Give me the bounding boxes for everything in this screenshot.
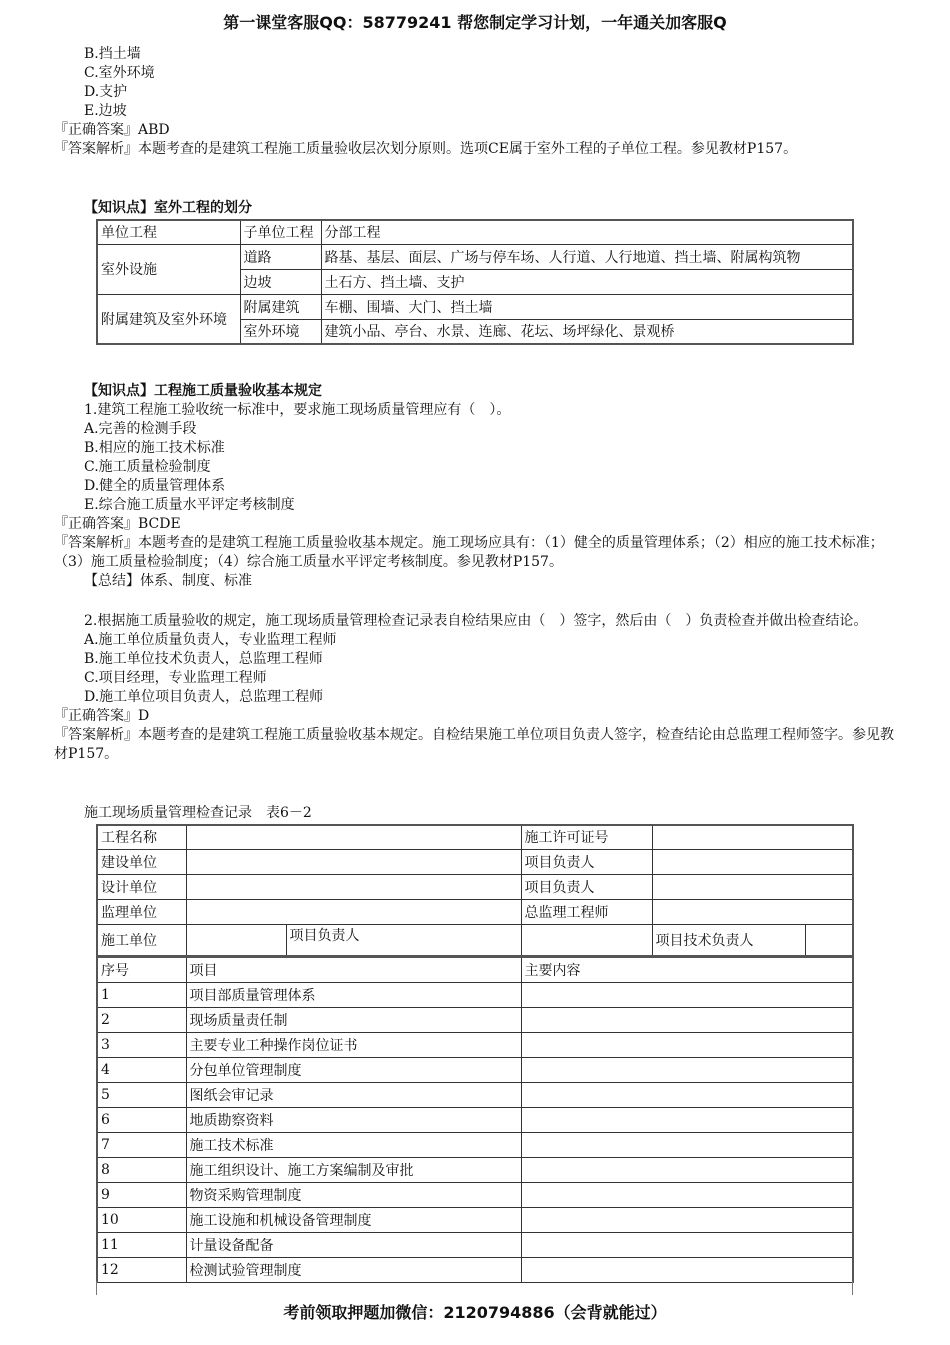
row-item: 图纸会审记录 [186,1082,521,1107]
info-value [521,924,652,956]
table-caption: 施工现场质量管理检查记录 表6－2 [84,805,312,821]
sub-unit-cell: 附属建筑 [240,294,321,319]
info-label: 施工单位 [97,924,186,956]
row-no: 7 [97,1132,186,1157]
option: E.边坡 [84,103,127,119]
option: B.相应的施工技术标准 [84,440,225,456]
row-no: 9 [97,1182,186,1207]
question-block-0 [54,45,899,159]
unit-cell: 附属建筑及室外环境 [97,294,240,344]
row-no: 12 [97,1257,186,1282]
info-label: 建设单位 [97,849,186,874]
kp2-q2-block [54,612,899,764]
correct-answer: 『正确答案』D [54,708,150,724]
outdoor-works-table [96,219,854,345]
table-row [97,1207,853,1232]
row-content [521,1257,853,1282]
sub-unit-cell: 边坡 [240,269,321,294]
info-value [652,899,853,924]
row-item: 施工技术标准 [186,1132,521,1157]
row-no: 5 [97,1082,186,1107]
table-row [97,1182,853,1207]
parts-cell: 路基、基层、面层、广场与停车场、人行道、人行地道、挡土墙、附属构筑物 [321,244,853,269]
record-items-table [96,956,854,1283]
row-no: 3 [97,1032,186,1057]
info-value [186,825,521,849]
option: A.施工单位质量负责人，专业监理工程师 [84,632,337,648]
row-item: 分包单位管理制度 [186,1057,521,1082]
parts-cell: 建筑小品、亭台、水景、连廊、花坛、场坪绿化、景观桥 [321,319,853,344]
table-row [97,1032,853,1057]
info-value [186,849,521,874]
info-label: 项目负责人 [521,874,652,899]
table-row [97,1257,853,1282]
table-row [97,1232,853,1257]
row-item: 项目部质量管理体系 [186,982,521,1007]
info-value [652,849,853,874]
parts-cell: 车棚、围墙、大门、挡土墙 [321,294,853,319]
info-label: 项目负责人 [286,924,521,956]
record-caption-block [54,804,899,823]
question-stem: 2.根据施工质量验收的规定，施工现场质量管理检查记录表自检结果应由（ ）签字，然后由（ ）负责检查并做出检查结论。 [84,613,868,629]
answer-analysis: 『答案解析』本题考查的是建筑工程施工质量验收层次划分原则。选项CE属于室外工程的子单位工程。参见教材P157。 [54,141,798,157]
row-no: 6 [97,1107,186,1132]
option: A.完善的检测手段 [84,421,197,437]
table-row [97,1157,853,1182]
row-item: 施工设施和机械设备管理制度 [186,1207,521,1232]
footer-banner: 考前领取押题加微信：2120794886（会背就能过） [283,1303,667,1322]
summary: 【总结】体系、制度、标准 [84,573,252,589]
row-content [521,982,853,1007]
kp1-title [54,199,899,218]
row-content [521,1032,853,1057]
row-no: 2 [97,1007,186,1032]
option: E.综合施工质量水平评定考核制度 [84,497,295,513]
sub-unit-cell: 室外环境 [240,319,321,344]
info-label: 总监理工程师 [521,899,652,924]
row-content [521,1182,853,1207]
table-header: 单位工程 [97,220,240,244]
option: B.挡土墙 [84,46,141,62]
option: C.施工质量检验制度 [84,459,211,475]
answer-analysis: 『答案解析』本题考查的是建筑工程施工质量验收基本规定。自检结果施工单位项目负责人签字，检查结论由总监理工程师签字。参见教材P157。 [54,727,894,762]
info-label: 项目负责人 [521,849,652,874]
row-content [521,1007,853,1032]
info-value [652,825,853,849]
correct-answer: 『正确答案』ABD [54,122,170,138]
option: B.施工单位技术负责人，总监理工程师 [84,651,323,667]
row-item: 施工组织设计、施工方案编制及审批 [186,1157,521,1182]
table-continuation-edge [852,1281,853,1295]
row-no: 8 [97,1157,186,1182]
row-item: 计量设备配备 [186,1232,521,1257]
info-value [186,874,521,899]
row-content [521,1157,853,1182]
info-value [805,924,853,956]
sub-unit-cell: 道路 [240,244,321,269]
info-label: 监理单位 [97,899,186,924]
table-row [97,1132,853,1157]
info-label: 施工许可证号 [521,825,652,849]
list-header: 主要内容 [521,957,853,982]
row-content [521,1057,853,1082]
list-header: 序号 [97,957,186,982]
row-content [521,1107,853,1132]
record-info-table [96,824,854,957]
answer-analysis: 『答案解析』本题考查的是建筑工程施工质量验收基本规定。施工现场应具有：（1）健全的质量管理体系；（2）相应的施工技术标准；（3）施工质量检验制度；（4）综合施工质量水平评定考核制度。参见教材P157。 [54,535,884,570]
correct-answer: 『正确答案』BCDE [54,516,181,532]
row-no: 10 [97,1207,186,1232]
section-heading: 【知识点】室外工程的划分 [84,200,252,216]
table-row [97,982,853,1007]
section-heading: 【知识点】工程施工质量验收基本规定 [84,383,322,399]
info-value [186,899,521,924]
table-row [97,1107,853,1132]
table-row [97,1082,853,1107]
row-content [521,1082,853,1107]
row-no: 4 [97,1057,186,1082]
header-banner: 第一课堂客服QQ：58779241 帮您制定学习计划，一年通关加客服Q [223,13,727,32]
row-content [521,1132,853,1157]
table-header: 分部工程 [321,220,853,244]
row-content [521,1232,853,1257]
option: C.项目经理，专业监理工程师 [84,670,267,686]
option: C.室外环境 [84,65,155,81]
table-continuation-edge [96,1281,97,1295]
table-header: 子单位工程 [240,220,321,244]
question-stem: 1.建筑工程施工验收统一标准中，要求施工现场质量管理应有（ ）。 [84,402,511,418]
row-item: 物资采购管理制度 [186,1182,521,1207]
info-label: 项目技术负责人 [652,924,805,956]
row-item: 地质勘察资料 [186,1107,521,1132]
row-item: 检测试验管理制度 [186,1257,521,1282]
table-row [97,1007,853,1032]
option: D.支护 [84,84,128,100]
row-content [521,1207,853,1232]
option: D.健全的质量管理体系 [84,478,226,494]
parts-cell: 土石方、挡土墙、支护 [321,269,853,294]
row-item: 现场质量责任制 [186,1007,521,1032]
kp2-block [54,382,899,591]
row-no: 1 [97,982,186,1007]
info-value [652,874,853,899]
unit-cell: 室外设施 [97,244,240,294]
table-row [97,1057,853,1082]
info-value [186,924,286,956]
list-header: 项目 [186,957,521,982]
info-label: 设计单位 [97,874,186,899]
info-label: 工程名称 [97,825,186,849]
row-item: 主要专业工种操作岗位证书 [186,1032,521,1057]
row-no: 11 [97,1232,186,1257]
option: D.施工单位项目负责人，总监理工程师 [84,689,324,705]
